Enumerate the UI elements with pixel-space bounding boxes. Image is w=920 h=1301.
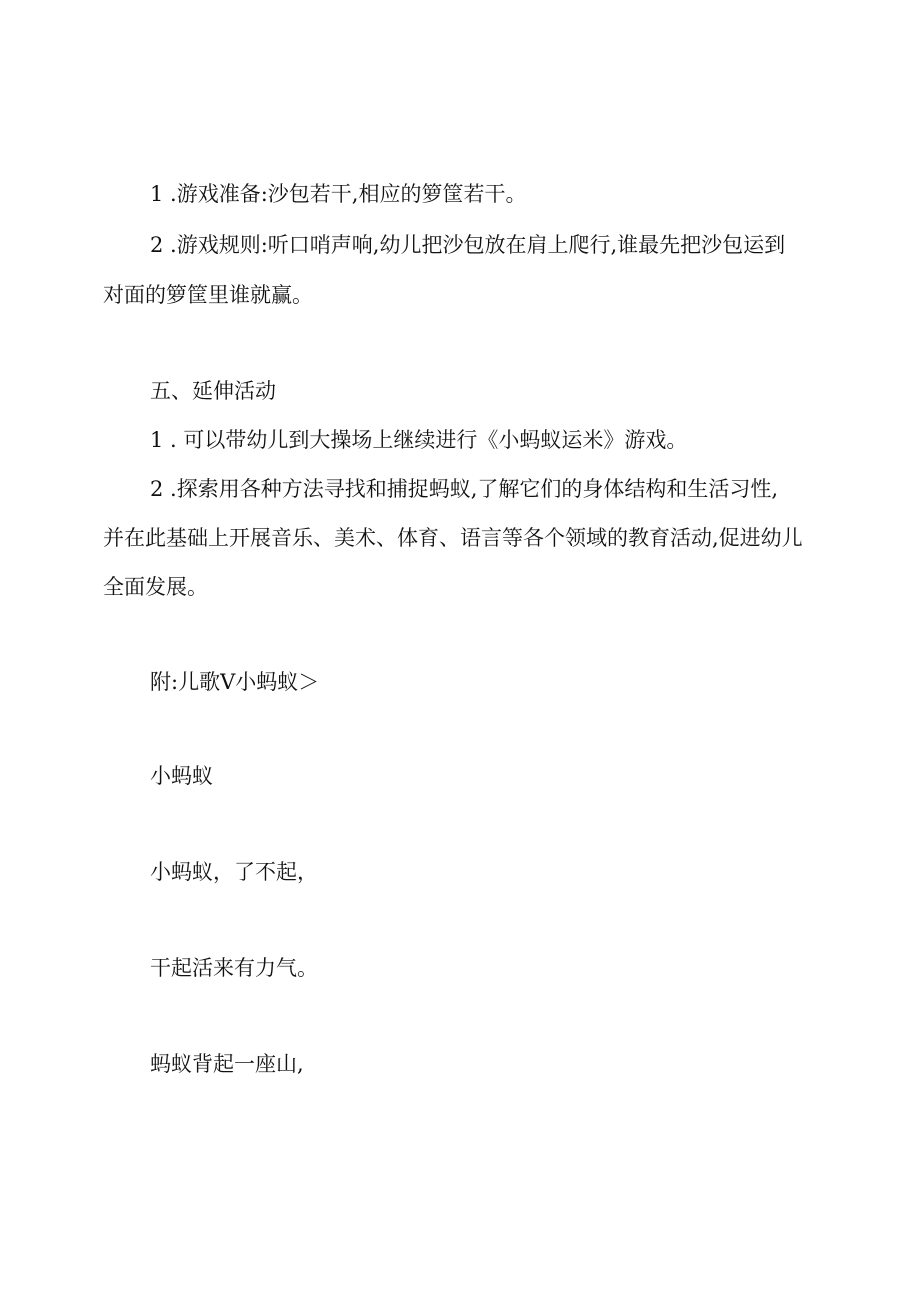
extension-item-2-line2: 并在此基础上开展音乐、美术、体育、语言等各个领域的教育活动,促进幼儿 [103,526,803,550]
section-heading-extension: 五、延伸活动 [150,379,276,403]
song-lyric-line: 蚂蚁背起一座山, [150,1052,304,1076]
song-lyric-line: 干起活来有力气。 [150,956,318,980]
extension-item-2-line1: 2 .探索用各种方法寻找和捕捉蚂蚁,了解它们的身体结构和生活习性, [150,477,779,501]
song-title: 小蚂蚁 [150,764,213,788]
extension-item-1: 1 . 可以带幼儿到大操场上继续进行《小蚂蚁运米》游戏。 [150,428,688,452]
song-lyric-line: 小蚂蚁，了不起， [150,860,318,884]
game-rules-item-line2: 对面的箩筐里谁就赢。 [103,283,313,307]
appendix-label: 附:儿歌V小蚂蚁＞ [150,670,320,694]
game-prep-item: 1 .游戏准备:沙包若干,相应的箩筐若干。 [150,182,527,206]
game-rules-item-line1: 2 .游戏规则:听口哨声响,幼儿把沙包放在肩上爬行,谁最先把沙包运到 [150,233,786,257]
extension-item-2-line3: 全面发展。 [103,575,208,599]
